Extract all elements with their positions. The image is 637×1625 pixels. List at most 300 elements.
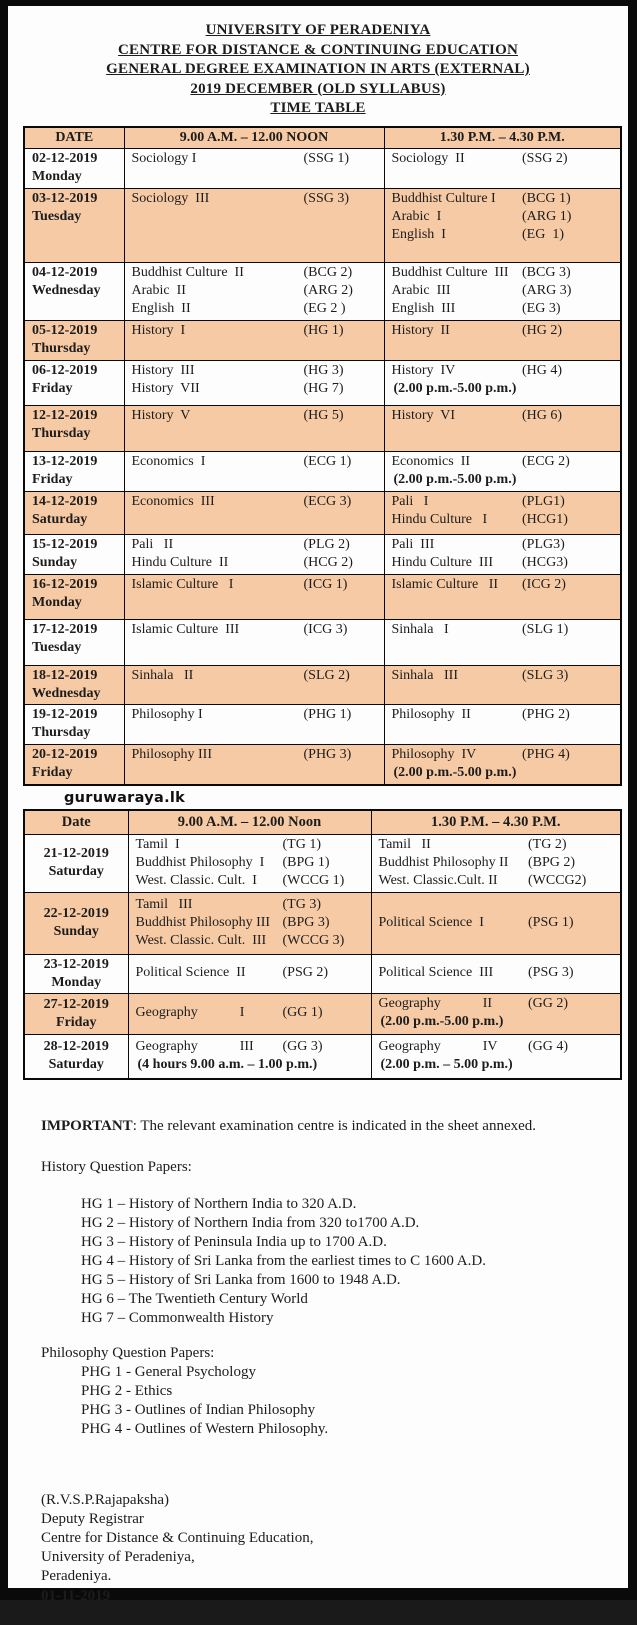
exam-entry: [132, 746, 376, 764]
exam-time-note: (4 hours 9.00 a.m. – 1.00 p.m.): [137, 1056, 318, 1072]
exam-paper-code: (PSG 2): [282, 965, 329, 980]
timetable-header-row: [24, 810, 621, 834]
exam-date: 04-12-2019: [32, 264, 98, 280]
exam-subject: History III: [131, 362, 195, 378]
date-cell: [24, 892, 128, 954]
title-session: 2019 DECEMBER (OLD SYLLABUS): [190, 80, 446, 97]
exam-entry: [379, 914, 599, 932]
date-cell: [24, 704, 124, 744]
exam-paper-code: (EG 3): [522, 300, 561, 316]
exam-paper-code: (ECG 3): [303, 493, 352, 509]
exam-entry: [392, 667, 591, 685]
exam-entry: [136, 1038, 363, 1056]
exam-paper-code: (SSG 3): [303, 190, 350, 206]
exam-subject: Political Science I: [378, 914, 484, 930]
exam-paper-code: (HG 2): [522, 322, 563, 338]
exam-subject: Islamic Culture II: [391, 576, 499, 592]
exam-paper-code: (PHG 2): [522, 706, 570, 722]
exam-subject: History VI: [391, 407, 456, 423]
exam-paper-code: (ICG 1): [303, 576, 348, 592]
am-session-cell: [124, 619, 384, 665]
header-morning-session: 9.00 A.M. – 12.00 Noon: [128, 810, 371, 834]
exam-date: 22-12-2019: [43, 906, 109, 921]
philosophy-papers-list: [41, 1363, 608, 1439]
exam-entry: [379, 964, 599, 982]
exam-subject: Buddhist Culture III: [391, 264, 509, 280]
date-cell: [24, 1034, 128, 1079]
date-cell: [24, 491, 124, 534]
signatory-city: Peradeniya.: [41, 1568, 112, 1584]
exam-subject: West. Classic.Cult. II: [378, 872, 498, 888]
document-title-block: [8, 6, 628, 119]
exam-paper-code: (HG 4): [522, 362, 563, 378]
exam-date: 27-12-2019: [43, 996, 109, 1012]
exam-paper-code: (WCCG 3): [282, 932, 345, 948]
pm-session-cell: [384, 360, 621, 405]
important-note: [41, 1117, 608, 1136]
header-afternoon-session: 1.30 P.M. – 4.30 P.M.: [384, 127, 621, 149]
exam-date: 20-12-2019: [32, 746, 98, 762]
timetable-row: [24, 954, 621, 993]
exam-paper-code: (TG 1): [282, 836, 321, 852]
exam-paper-code: (HCG3): [522, 554, 568, 570]
am-session-cell: [124, 360, 384, 405]
history-paper-item: HG 6 – The Twentieth Century World: [81, 1291, 308, 1307]
exam-paper-code: (WCCG2): [528, 872, 587, 888]
exam-day: Thursday: [32, 724, 91, 740]
exam-paper-code: (PHG 4): [522, 746, 570, 762]
date-cell: [24, 262, 124, 320]
exam-entry: [136, 964, 363, 982]
exam-date: 28-12-2019: [43, 1039, 109, 1055]
exam-subject: History I: [131, 322, 186, 338]
exam-entry: [136, 836, 363, 854]
exam-day: Thursday: [32, 425, 91, 441]
exam-day: Tuesday: [32, 208, 82, 224]
exam-entry: [132, 407, 376, 425]
timetable-row: [24, 262, 621, 320]
exam-day: Friday: [32, 380, 73, 396]
am-session-cell: [124, 148, 384, 188]
exam-subject: Arabic II: [131, 282, 186, 298]
exam-paper-code: (SLG 2): [303, 667, 350, 683]
timetable-continued: [23, 809, 622, 1080]
exam-paper-code: (ICG 3): [303, 621, 348, 637]
exam-entry: [132, 667, 376, 685]
exam-entry: [392, 746, 591, 764]
exam-paper-code: (TG 2): [528, 836, 567, 852]
exam-paper-code: (HCG 2): [303, 554, 353, 570]
exam-subject: Philosophy II: [391, 706, 471, 722]
pm-session-cell: [371, 993, 621, 1034]
exam-subject: English II: [131, 300, 191, 316]
exam-paper-code: (GG 4): [528, 1038, 569, 1054]
exam-entry: [392, 554, 591, 572]
watermark-guruwaraya: guruwaraya.lk: [64, 790, 186, 806]
date-cell: [24, 665, 124, 704]
pm-session-cell: [384, 619, 621, 665]
exam-date: 18-12-2019: [32, 667, 98, 683]
timetable-row: [24, 1034, 621, 1079]
exam-entry: [132, 322, 376, 340]
exam-time-note: (2.00 p.m.-5.00 p.m.): [393, 471, 517, 487]
pm-session-cell: [384, 451, 621, 491]
timetable-row: [24, 360, 621, 405]
timetable-row: [24, 665, 621, 704]
exam-paper-code: (ARG 3): [522, 282, 572, 298]
timetable-row: [24, 744, 621, 785]
timetable-row: [24, 834, 621, 892]
important-label: IMPORTANT: [41, 1118, 133, 1134]
timetable-row: [24, 451, 621, 491]
exam-date: 19-12-2019: [32, 706, 98, 722]
exam-subject: Buddhist Culture I: [391, 190, 496, 206]
exam-paper-code: (WCCG 1): [282, 872, 345, 888]
title-examination: GENERAL DEGREE EXAMINATION IN ARTS (EXTERNAL): [106, 61, 530, 77]
exam-subject: Economics I: [131, 453, 206, 469]
exam-subject: History II: [391, 322, 450, 338]
exam-time-note: (2.00 p.m.-5.00 p.m.): [380, 1014, 504, 1029]
history-paper-item: HG 1 – History of Northern India to 320 A.D.: [81, 1196, 357, 1212]
header-date: Date: [24, 810, 128, 834]
pm-session-cell: [384, 262, 621, 320]
pm-session-cell: [371, 954, 621, 993]
exam-day: Saturday: [32, 511, 88, 527]
timetable-row: [24, 320, 621, 360]
exam-paper-code: (HG 7): [303, 380, 344, 396]
exam-entry: [132, 621, 376, 639]
am-session-cell: [124, 491, 384, 534]
date-cell: [24, 320, 124, 360]
exam-entry: [132, 554, 376, 572]
exam-entry: [392, 226, 591, 244]
pm-session-cell: [384, 665, 621, 704]
exam-entry: [392, 536, 591, 554]
exam-subject: Sinhala III: [391, 667, 458, 683]
am-session-cell: [124, 744, 384, 785]
exam-subject: Philosophy IV: [391, 746, 477, 762]
exam-subject: Political Science III: [378, 965, 494, 980]
exam-subject: Economics III: [131, 493, 215, 509]
exam-paper-code: (ECG 1): [303, 453, 352, 469]
exam-entry: [392, 300, 591, 318]
exam-day: Friday: [32, 471, 73, 487]
philosophy-paper-item: PHG 4 - Outlines of Western Philosophy.: [81, 1421, 329, 1437]
exam-subject: Hindu Culture II: [131, 554, 229, 570]
am-session-cell: [124, 320, 384, 360]
timetable-row: [24, 993, 621, 1034]
exam-paper-code: (PLG1): [522, 493, 565, 509]
header-date: DATE: [24, 127, 124, 149]
exam-subject: History IV: [391, 362, 456, 378]
signatory-name: (R.V.S.P.Rajapaksha): [41, 1492, 170, 1508]
exam-day: Wednesday: [32, 685, 101, 701]
exam-entry: [132, 150, 376, 168]
exam-paper-code: (BCG 3): [522, 264, 571, 280]
exam-paper-code: (ARG 2): [303, 282, 353, 298]
am-session-cell: [124, 574, 384, 619]
date-cell: [24, 834, 128, 892]
exam-entry: [392, 621, 591, 639]
exam-subject: Islamic Culture III: [131, 621, 240, 637]
exam-entry: [392, 208, 591, 226]
exam-subject: Buddhist Culture II: [131, 264, 244, 280]
am-session-cell: [128, 892, 371, 954]
exam-entry: [379, 995, 599, 1013]
exam-paper-code: (EG 2 ): [303, 300, 346, 316]
exam-subject: Tamil III: [135, 896, 193, 912]
exam-paper-code: (HCG1): [522, 511, 568, 527]
exam-paper-code: (HG 5): [303, 407, 344, 423]
exam-subject: Sociology II: [391, 150, 465, 166]
exam-entry: [392, 706, 591, 724]
history-paper-item: HG 7 – Commonwealth History: [81, 1310, 274, 1326]
exam-paper-code: (PSG 1): [528, 914, 574, 930]
pm-session-cell: [371, 834, 621, 892]
exam-paper-code: (GG 1): [282, 1005, 323, 1020]
exam-subject: Philosophy III: [131, 746, 212, 762]
exam-entry: [392, 453, 591, 471]
exam-entry: [132, 190, 376, 208]
timetable-row: [24, 534, 621, 574]
exam-subject: Buddhist Philosophy III: [135, 914, 271, 930]
am-session-cell: [128, 834, 371, 892]
exam-entry: [132, 300, 376, 318]
exam-paper-code: (ECG 2): [522, 453, 570, 469]
exam-day: Friday: [32, 764, 73, 780]
exam-entry: [136, 872, 363, 890]
exam-entry: [136, 896, 363, 914]
exam-time-note: (2.00 p.m. – 5.00 p.m.): [380, 1056, 513, 1072]
signature-block: [41, 1491, 628, 1625]
exam-date: 12-12-2019: [32, 407, 98, 423]
philosophy-paper-item: PHG 1 - General Psychology: [81, 1364, 256, 1380]
am-session-cell: [128, 993, 371, 1034]
exam-subject: West. Classic. Cult. I: [135, 872, 257, 888]
date-cell: [24, 405, 124, 451]
pm-session-cell: [384, 405, 621, 451]
exam-entry: [132, 453, 376, 471]
exam-subject: Geography II: [378, 996, 493, 1011]
timetable-main: [23, 126, 622, 787]
signatory-department: Centre for Distance & Continuing Education,: [41, 1530, 314, 1546]
exam-date: 03-12-2019: [32, 190, 98, 206]
exam-subject: Pali I: [391, 493, 429, 509]
exam-entry: [392, 511, 591, 529]
exam-day: Saturday: [48, 1057, 104, 1073]
exam-paper-code: (SSG 2): [522, 150, 568, 166]
exam-entry: [379, 854, 599, 872]
exam-date: 02-12-2019: [32, 150, 98, 166]
exam-paper-code: (PLG 2): [303, 536, 350, 552]
exam-day: Monday: [32, 168, 82, 184]
exam-subject: Sinhala II: [131, 667, 194, 683]
history-paper-item: HG 3 – History of Peninsula India up to 1700 A.D.: [81, 1234, 387, 1250]
exam-day: Sunday: [53, 924, 99, 939]
exam-paper-code: (ICG 2): [522, 576, 566, 592]
exam-subject: Sinhala I: [391, 621, 449, 637]
exam-paper-code: (BCG 2): [303, 264, 353, 280]
exam-paper-code: (HG 3): [303, 362, 344, 378]
exam-entry: [379, 872, 599, 890]
exam-paper-code: (SLG 1): [522, 621, 569, 637]
exam-subject: Arabic III: [391, 282, 451, 298]
exam-subject: History V: [131, 407, 191, 423]
exam-date: 16-12-2019: [32, 576, 98, 592]
exam-day: Thursday: [32, 340, 91, 356]
pm-session-cell: [384, 320, 621, 360]
exam-subject: Geography IV: [378, 1038, 498, 1054]
exam-date: 21-12-2019: [43, 846, 109, 861]
exam-paper-code: (BPG 2): [528, 854, 576, 870]
exam-entry: [136, 854, 363, 872]
history-paper-item: HG 2 – History of Northern India from 320 to1700 A.D.: [81, 1215, 420, 1231]
exam-subject: Tamil II: [378, 836, 431, 852]
pm-session-cell: [384, 744, 621, 785]
am-session-cell: [124, 451, 384, 491]
date-cell: [24, 148, 124, 188]
exam-subject: Buddhist Philosophy II: [378, 854, 509, 870]
exam-entry: [132, 536, 376, 554]
pm-session-cell: [384, 574, 621, 619]
exam-subject: Islamic Culture I: [131, 576, 234, 592]
exam-entry: [132, 264, 376, 282]
exam-entry: [392, 190, 591, 208]
exam-entry: [132, 362, 376, 380]
exam-subject: English III: [391, 300, 456, 316]
exam-entry: [392, 282, 591, 300]
exam-day: Friday: [56, 1014, 97, 1030]
signatory-university: University of Peradeniya,: [41, 1549, 195, 1565]
exam-day: Monday: [32, 594, 82, 610]
exam-entry: [379, 836, 599, 854]
exam-date: 17-12-2019: [32, 621, 98, 637]
exam-subject: Tamil I: [135, 836, 180, 852]
pm-session-cell: [371, 1034, 621, 1079]
exam-paper-code: (ARG 1): [522, 208, 572, 224]
pm-session-cell: [384, 188, 621, 262]
exam-day: Tuesday: [32, 639, 82, 655]
exam-subject: Political Science II: [135, 965, 246, 980]
exam-entry: [392, 264, 591, 282]
date-cell: [24, 534, 124, 574]
exam-paper-code: (SSG 1): [303, 150, 350, 166]
exam-entry: [132, 282, 376, 300]
exam-subject: Sociology III: [131, 190, 210, 206]
am-session-cell: [124, 534, 384, 574]
pm-session-cell: [371, 892, 621, 954]
exam-subject: Pali III: [391, 536, 435, 552]
exam-paper-code: (PHG 3): [303, 746, 352, 762]
am-session-cell: [124, 188, 384, 262]
timetable-row: [24, 574, 621, 619]
timetable-row: [24, 148, 621, 188]
exam-entry: [136, 1004, 363, 1022]
am-session-cell: [128, 1034, 371, 1079]
exam-entry: [136, 932, 363, 950]
exam-paper-code: (GG 3): [282, 1038, 323, 1054]
timetable-row: [24, 892, 621, 954]
exam-subject: English I: [391, 226, 446, 242]
exam-subject: Buddhist Philosophy I: [135, 854, 265, 870]
exam-date: 06-12-2019: [32, 362, 98, 378]
trailing-dot: .: [41, 1607, 45, 1623]
exam-day: Sunday: [32, 554, 78, 570]
exam-subject: Hindu Culture I: [391, 511, 488, 527]
date-cell: [24, 451, 124, 491]
exam-subject: Arabic I: [391, 208, 442, 224]
exam-subject: History VII: [131, 380, 200, 396]
timetable-row: [24, 704, 621, 744]
exam-entry: [136, 914, 363, 932]
header-afternoon-session: 1.30 P.M. – 4.30 P.M.: [371, 810, 621, 834]
exam-date: 23-12-2019: [43, 956, 109, 972]
date-cell: [24, 744, 124, 785]
exam-paper-code: (PHG 1): [303, 706, 352, 722]
exam-entry: [392, 362, 591, 380]
exam-paper-code: (TG 3): [282, 896, 321, 912]
philosophy-paper-item: PHG 3 - Outlines of Indian Philosophy: [81, 1402, 316, 1418]
exam-paper-code: (PLG3): [522, 536, 565, 552]
exam-entry: [392, 493, 591, 511]
exam-entry: [392, 150, 591, 168]
history-papers-heading: History Question Papers:: [41, 1159, 192, 1175]
exam-subject: Sociology I: [131, 150, 197, 166]
exam-entry: [392, 407, 591, 425]
title-timetable: TIME TABLE: [270, 100, 366, 116]
exam-day: Monday: [51, 974, 102, 990]
date-cell: [24, 954, 128, 993]
exam-paper-code: (BPG 1): [282, 854, 330, 870]
exam-subject: Geography III: [135, 1038, 254, 1054]
exam-paper-code: (BCG 1): [522, 190, 571, 206]
exam-time-note: (2.00 p.m.-5.00 p.m.): [393, 764, 517, 780]
exam-subject: Hindu Culture III: [391, 554, 493, 570]
issue-date: 01-11-2019: [41, 1588, 111, 1604]
exam-date: 15-12-2019: [32, 536, 98, 552]
date-cell: [24, 574, 124, 619]
timetable-row: [24, 619, 621, 665]
pm-session-cell: [384, 704, 621, 744]
date-cell: [24, 619, 124, 665]
important-text: : The relevant examination centre is indicated in the sheet annexed.: [132, 1118, 537, 1134]
exam-subject: Philosophy I: [131, 706, 203, 722]
date-cell: [24, 993, 128, 1034]
title-centre: CENTRE FOR DISTANCE & CONTINUING EDUCATION: [118, 41, 518, 58]
am-session-cell: [128, 954, 371, 993]
exam-date: 13-12-2019: [32, 453, 98, 469]
am-session-cell: [124, 262, 384, 320]
notes-section: [41, 1117, 608, 1439]
title-university: UNIVERSITY OF PERADENIYA: [205, 22, 431, 38]
date-cell: [24, 360, 124, 405]
exam-subject: Economics II: [391, 453, 471, 469]
pm-session-cell: [384, 491, 621, 534]
exam-day: Wednesday: [32, 282, 101, 298]
am-session-cell: [124, 665, 384, 704]
exam-paper-code: (HG 6): [522, 407, 563, 423]
history-paper-item: HG 4 – History of Sri Lanka from the earliest times to C 1600 A.D.: [81, 1253, 486, 1269]
timetable-row: [24, 405, 621, 451]
exam-subject: Geography I: [135, 1005, 245, 1020]
exam-time-note: (2.00 p.m.-5.00 p.m.): [393, 380, 517, 396]
am-session-cell: [124, 405, 384, 451]
exam-entry: [379, 1038, 599, 1056]
exam-subject: Pali II: [131, 536, 174, 552]
exam-paper-code: (EG 1): [522, 226, 564, 242]
date-cell: [24, 188, 124, 262]
philosophy-papers-heading: Philosophy Question Papers:: [41, 1345, 215, 1361]
